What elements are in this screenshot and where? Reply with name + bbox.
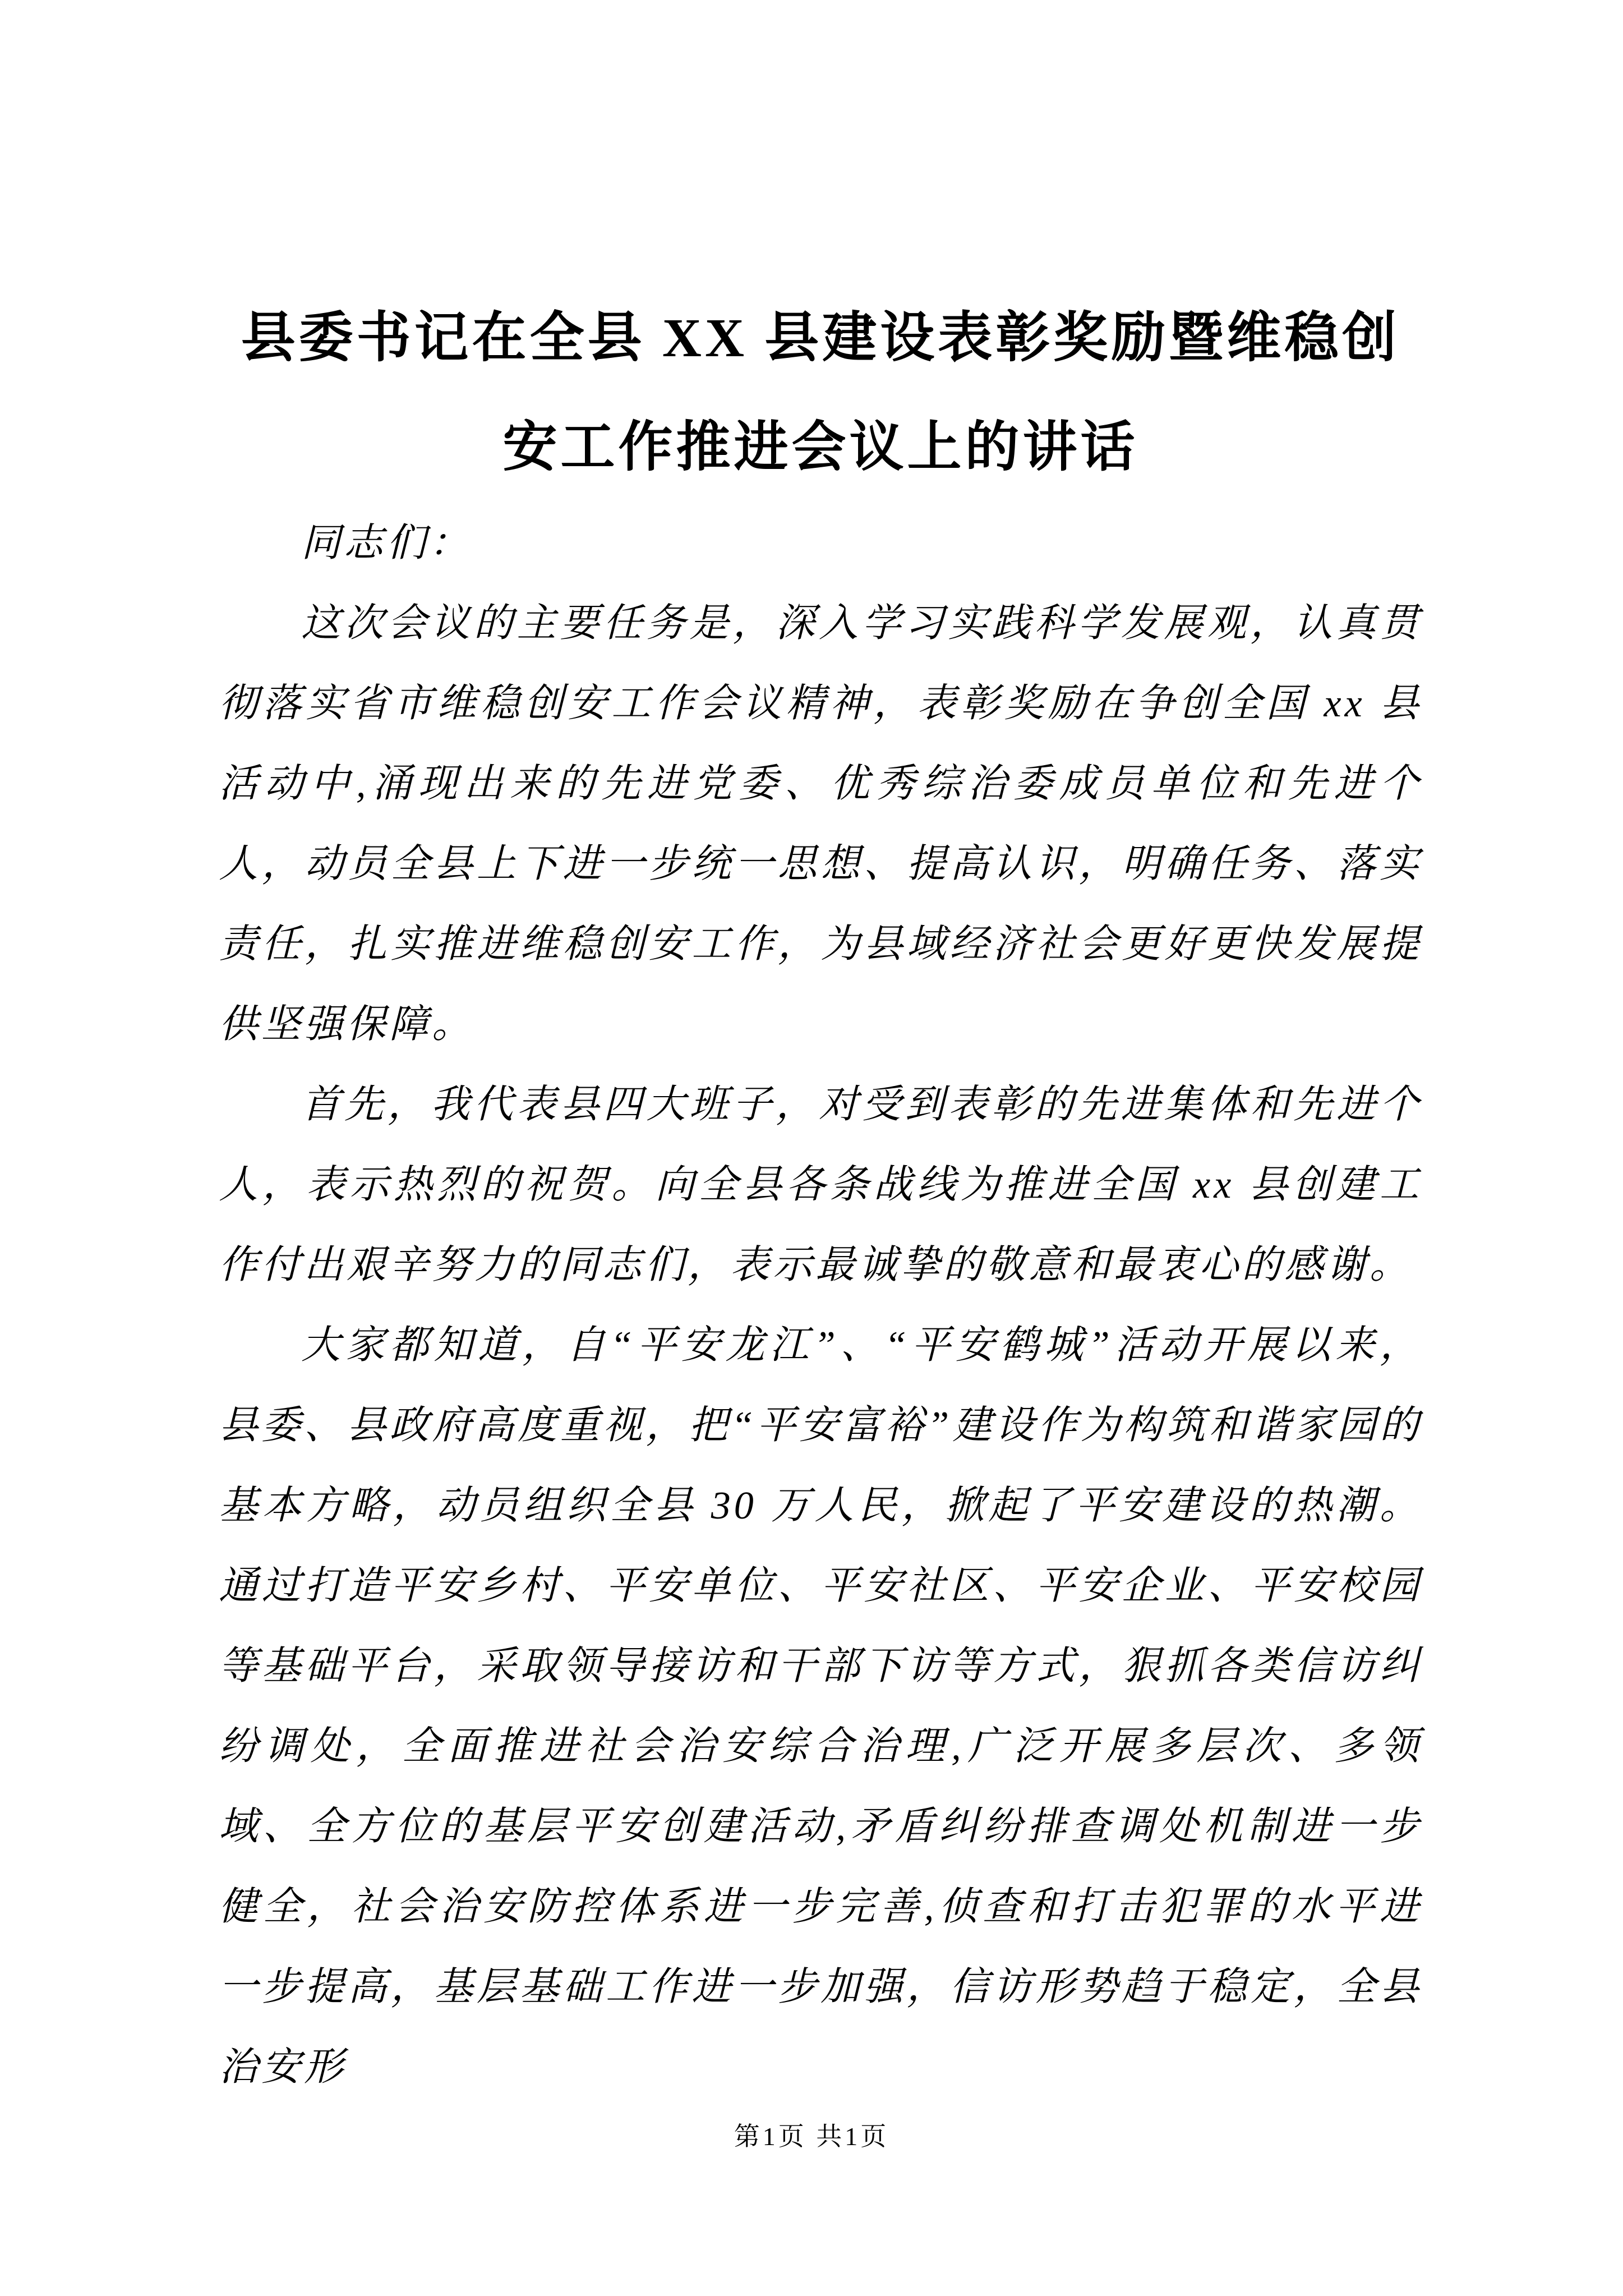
title-line-1: 县委书记在全县 XX 县建设表彰奖励暨维稳创 (241, 308, 1400, 368)
document-title (219, 283, 1422, 502)
paragraph-salutation: 同志们： (301, 522, 472, 565)
paragraph: 首先，我代表县四大班子，对受到表彰的先进集体和先进个人，表示热烈的祝贺。向全县各条战线为推进全国 xx 县创建工作付出艰辛努力的同志们，表示最诚挚的敬意和最衷心的感谢。 (219, 1083, 1422, 1287)
document-body (219, 503, 1422, 2108)
page-number-label: 第1页 共1页 (734, 2122, 889, 2151)
paragraph: 这次会议的主要任务是，深入学习实践科学发展观，认真贯彻落实省市维稳创安工作会议精神，表彰奖励在争创全国 xx 县活动中,涌现出来的先进党委、优秀综治委成员单位和先进个人，动员全县上下进一步统一思想、提高认识，明确任务、落实责任，扎实推进维稳创安工作，为县域经济社会更好更快发展提供坚强保障。 (219, 602, 1422, 1046)
title-line-2: 安工作推进会议上的讲话 (502, 417, 1138, 477)
document-content (219, 283, 1422, 2108)
page-footer (0, 2116, 1623, 2153)
paragraph: 大家都知道，自“平安龙江”、“平安鹤城”活动开展以来，县委、县政府高度重视，把“平安富裕”建设作为构筑和谐家园的基本方略，动员组织全县 30 万人民，掀起了平安建设的热潮。通过打造平安乡村、平安单位、平安社区、平安企业、平安校园等基础平台，采取领导接访和干部下访等方式，狠抓各类信访纠纷调处，全面推进社会治安综合治理,广泛开展多层次、多领域、全方位的基层平安创建活动,矛盾纠纷排查调处机制进一步健全，社会治安防控体系进一步完善,侦查和打击犯罪的水平进一步提高，基层基础工作进一步加强，信访形势趋于稳定，全县治安形 (219, 1324, 1422, 2089)
